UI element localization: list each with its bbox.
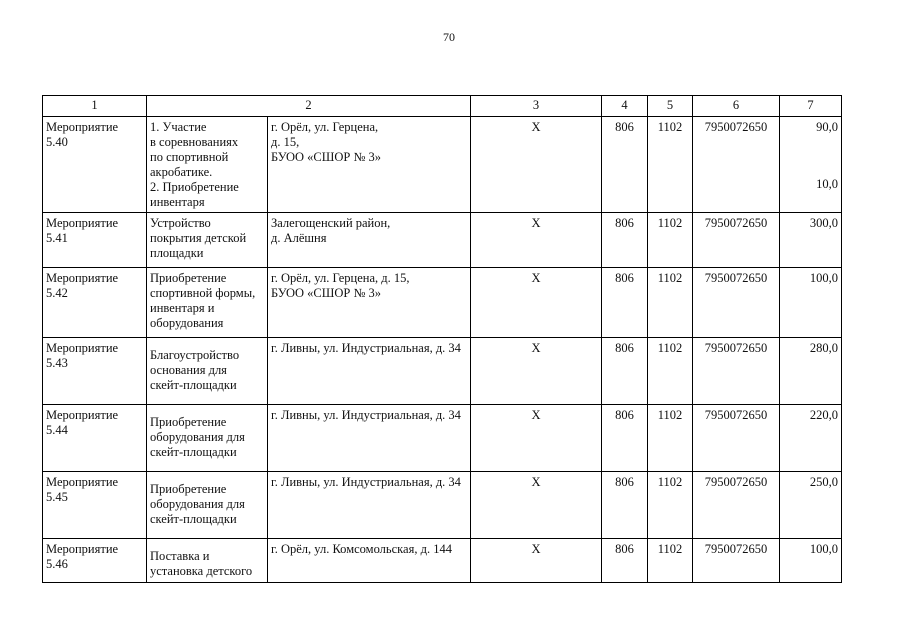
col5-cell: 1102: [648, 213, 693, 268]
col6-cell: 7950072650: [693, 472, 780, 539]
table-row: [43, 213, 842, 268]
amount-cell: 100,0: [780, 539, 842, 583]
name-line: основания для: [150, 363, 227, 377]
name-line: 2. Приобретение: [150, 180, 239, 194]
col5-cell: 1102: [648, 338, 693, 405]
name-cell: [147, 539, 268, 583]
address-line: г. Ливны, ул. Индустриальная, д. 34: [271, 408, 461, 422]
name-line: Приобретение: [150, 482, 227, 496]
name-line: спортивной формы,: [150, 286, 256, 300]
amount-cell: [780, 117, 842, 213]
name-cell: [147, 472, 268, 539]
amount-cell: 100,0: [780, 268, 842, 338]
col3-cell: Х: [471, 117, 602, 213]
name-line: оборудования для: [150, 497, 245, 511]
address-line: г. Ливны, ул. Индустриальная, д. 34: [271, 475, 461, 489]
name-line: скейт-площадки: [150, 512, 237, 526]
table-row: [43, 338, 842, 405]
name-line: инвентаря: [150, 195, 205, 209]
col6-cell: 7950072650: [693, 539, 780, 583]
name-cell: [147, 338, 268, 405]
address-line: БУОО «СШОР № 3»: [271, 150, 381, 164]
col6-cell: 7950072650: [693, 117, 780, 213]
col5-cell: 1102: [648, 405, 693, 472]
name-cell: [147, 117, 268, 213]
name-cell: [147, 213, 268, 268]
name-line: скейт-площадки: [150, 445, 237, 459]
address-cell: [268, 472, 471, 539]
amount-cell: 220,0: [780, 405, 842, 472]
col6-cell: 7950072650: [693, 268, 780, 338]
name-cell: [147, 405, 268, 472]
address-line: БУОО «СШОР № 3»: [271, 286, 381, 300]
col6-cell: 7950072650: [693, 213, 780, 268]
name-line: оборудования для: [150, 430, 245, 444]
col5-cell: 1102: [648, 539, 693, 583]
col3-cell: Х: [471, 268, 602, 338]
event-cell: Мероприятие 5.46: [43, 539, 147, 583]
name-line: Приобретение: [150, 271, 227, 285]
col4-cell: 806: [602, 117, 648, 213]
event-cell: Мероприятие 5.40: [43, 117, 147, 213]
table-body: [43, 96, 842, 583]
event-cell: Мероприятие 5.41: [43, 213, 147, 268]
address-cell: [268, 117, 471, 213]
table-row: [43, 405, 842, 472]
name-line: акробатике.: [150, 165, 213, 179]
address-line: г. Орёл, ул. Комсомольская, д. 144: [271, 542, 452, 556]
name-line: Приобретение: [150, 415, 227, 429]
header-cell-3: 3: [471, 96, 602, 117]
col5-cell: 1102: [648, 268, 693, 338]
col6-cell: 7950072650: [693, 405, 780, 472]
address-cell: [268, 405, 471, 472]
name-line: по спортивной: [150, 150, 229, 164]
col4-cell: 806: [602, 539, 648, 583]
col3-cell: Х: [471, 338, 602, 405]
header-cell-7: 7: [780, 96, 842, 117]
header-cell-5: 5: [648, 96, 693, 117]
name-line: установка детского: [150, 564, 253, 578]
address-line: Залегощенский район,: [271, 216, 391, 230]
name-line: скейт-площадки: [150, 378, 237, 392]
event-cell: Мероприятие 5.44: [43, 405, 147, 472]
name-line: оборудования: [150, 316, 224, 330]
col4-cell: 806: [602, 213, 648, 268]
name-line: 1. Участие: [150, 120, 207, 134]
table-row: [43, 472, 842, 539]
address-line: д. Алёшня: [271, 231, 327, 245]
col3-cell: Х: [471, 472, 602, 539]
address-line: г. Ливны, ул. Индустриальная, д. 34: [271, 341, 461, 355]
address-line: г. Орёл, ул. Герцена,: [271, 120, 379, 134]
address-line: г. Орёл, ул. Герцена, д. 15,: [271, 271, 410, 285]
amount-value-2: 10,0: [816, 177, 838, 191]
header-cell-1: 1: [43, 96, 147, 117]
header-cell-2: 2: [147, 96, 471, 117]
col3-cell: Х: [471, 539, 602, 583]
amount-cell: 280,0: [780, 338, 842, 405]
page-number: 70: [443, 30, 455, 44]
col5-cell: 1102: [648, 472, 693, 539]
col4-cell: 806: [602, 338, 648, 405]
event-cell: Мероприятие 5.45: [43, 472, 147, 539]
address-cell: [268, 338, 471, 405]
header-cell-4: 4: [602, 96, 648, 117]
table-row: [43, 268, 842, 338]
address-cell: [268, 539, 471, 583]
col6-cell: 7950072650: [693, 338, 780, 405]
col4-cell: 806: [602, 405, 648, 472]
amount-value: 90,0: [816, 120, 838, 134]
name-line: Благоустройство: [150, 348, 240, 362]
name-line: покрытия детской: [150, 231, 247, 245]
budget-table: [42, 95, 842, 583]
address-cell: [268, 268, 471, 338]
col5-cell: 1102: [648, 117, 693, 213]
col3-cell: Х: [471, 405, 602, 472]
name-line: инвентаря и: [150, 301, 215, 315]
event-cell: Мероприятие 5.42: [43, 268, 147, 338]
col3-cell: Х: [471, 213, 602, 268]
col4-cell: 806: [602, 472, 648, 539]
table-row: [43, 539, 842, 583]
name-cell: [147, 268, 268, 338]
name-line: Устройство: [150, 216, 211, 230]
table-row: [43, 117, 842, 213]
amount-cell: 250,0: [780, 472, 842, 539]
name-line: площадки: [150, 246, 204, 260]
name-line: Поставка и: [150, 549, 210, 563]
header-row: [43, 96, 842, 117]
col4-cell: 806: [602, 268, 648, 338]
address-line: д. 15,: [271, 135, 300, 149]
amount-cell: 300,0: [780, 213, 842, 268]
event-cell: Мероприятие 5.43: [43, 338, 147, 405]
name-line: в соревнованиях: [150, 135, 239, 149]
address-cell: [268, 213, 471, 268]
header-cell-6: 6: [693, 96, 780, 117]
